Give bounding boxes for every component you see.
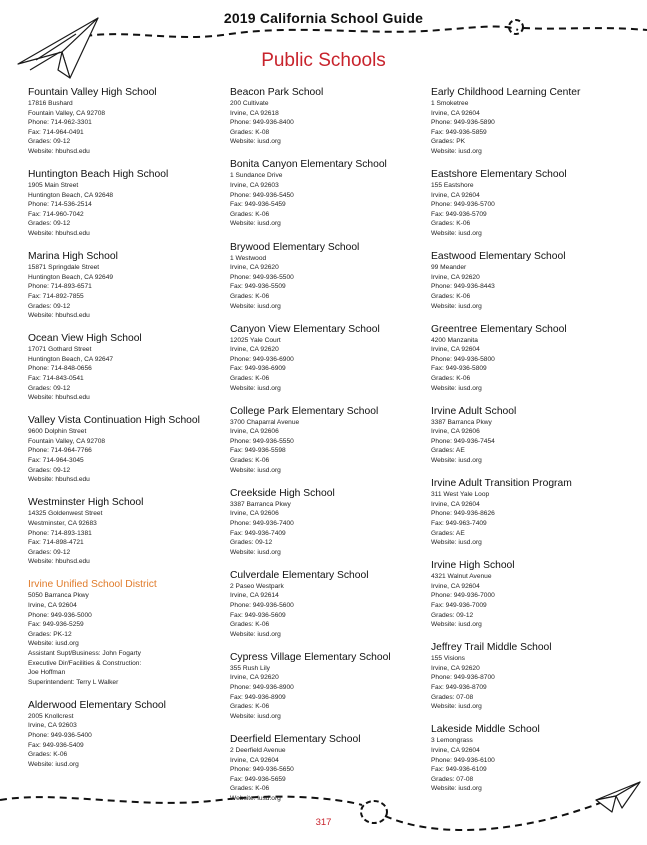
- school-detail-line: Irvine, CA 92606: [431, 428, 480, 436]
- school-detail-line: Fax: 949-936-5459: [230, 201, 286, 209]
- school-detail-line: Irvine, CA 92604: [28, 601, 77, 609]
- school-detail-line: Grades: K-06: [431, 220, 471, 228]
- school-detail-line: Phone: 949-936-5700: [431, 201, 495, 209]
- school-detail-line: Assistant Supt/Business: John Fogarty: [28, 649, 141, 657]
- school-detail-line: 155 Visions: [431, 655, 465, 663]
- school-detail-line: Website: iusd.org: [230, 138, 281, 146]
- school-detail-line: 4200 Manzanita: [431, 336, 478, 344]
- school-detail-line: Grades: K-06: [431, 374, 471, 382]
- school-detail-line: Phone: 714-848-0656: [28, 365, 92, 373]
- school-detail-line: Fax: 949-936-7009: [431, 601, 487, 609]
- school-name: Bonita Canyon Elementary School: [230, 159, 387, 171]
- school-detail-line: Fax: 949-936-5859: [431, 128, 487, 136]
- school-detail-line: Grades: 09-12: [431, 611, 474, 619]
- school-detail-line: Grades: 09-12: [28, 548, 71, 556]
- school-detail-line: 155 Eastshore: [431, 182, 474, 190]
- school-detail-line: 2 Deerfield Avenue: [230, 746, 286, 754]
- school-name: Beacon Park School: [230, 87, 324, 98]
- school-detail-line: Website: iusd.org: [230, 712, 281, 720]
- school-detail-line: 2 Paseo Westpark: [230, 582, 284, 590]
- school-detail-line: Grades: K-06: [230, 703, 270, 711]
- school-entry: [28, 496, 233, 567]
- school-detail-line: Fax: 714-964-0491: [28, 128, 84, 136]
- school-detail-line: Fax: 949-936-5509: [230, 283, 286, 291]
- school-entry: [28, 332, 233, 403]
- school-detail-line: Phone: 949-936-5400: [28, 732, 92, 739]
- school-entry: [28, 168, 233, 239]
- school-detail-line: Irvine, CA 92604: [431, 191, 480, 199]
- school-name: Creekside High School: [230, 487, 335, 499]
- school-detail-line: Website: iusd.org: [230, 220, 281, 228]
- school-detail-line: Irvine, CA 92604: [431, 582, 480, 590]
- school-entry: [230, 487, 435, 558]
- page-number: 317: [315, 817, 332, 828]
- school-entry: [431, 723, 636, 794]
- school-entry: [431, 168, 636, 239]
- school-detail-line: Grades: PK-12: [28, 630, 72, 638]
- school-detail-line: Irvine, CA 92604: [431, 346, 480, 354]
- school-entry: [230, 405, 435, 476]
- school-name: Marina High School: [28, 251, 118, 263]
- school-detail-line: Fax: 714-964-3045: [28, 457, 84, 465]
- school-column-1: [28, 86, 233, 781]
- school-detail-line: Fax: 949-936-5659: [230, 775, 286, 783]
- school-detail-line: Website: hbuhsd.edu: [28, 147, 90, 155]
- school-detail-line: Fax: 714-960-7042: [28, 210, 84, 218]
- school-detail-line: 1905 Main Street: [28, 182, 79, 190]
- school-detail-line: Phone: 949-936-8443: [431, 283, 495, 291]
- school-detail-line: Huntington Beach, CA 92649: [28, 273, 114, 281]
- school-detail-line: Irvine, CA 92603: [230, 182, 279, 190]
- school-detail-line: Website: iusd.org: [230, 794, 281, 802]
- school-detail-line: Grades: K-06: [230, 374, 270, 382]
- school-detail-line: 1 Smoketree: [431, 100, 469, 107]
- school-detail-line: Website: iusd.org: [28, 640, 79, 648]
- school-name: Canyon View Elementary School: [230, 323, 380, 335]
- school-detail-line: Phone: 714-536-2514: [28, 201, 92, 209]
- school-detail-line: Phone: 949-936-5550: [230, 437, 294, 445]
- school-detail-line: 1 Westwood: [230, 254, 267, 262]
- school-detail-line: Website: iusd.org: [230, 384, 281, 392]
- school-name: College Park Elementary School: [230, 405, 379, 417]
- school-detail-line: 15871 Springdale Street: [28, 264, 100, 272]
- school-detail-line: Fax: 949-936-6109: [431, 766, 487, 774]
- school-detail-line: Phone: 949-936-7454: [431, 437, 495, 445]
- school-detail-line: Phone: 949-936-8626: [431, 510, 495, 518]
- school-detail-line: Fountain Valley, CA 92708: [28, 437, 106, 445]
- school-detail-line: 1 Sundance Drive: [230, 172, 283, 180]
- school-entry: [28, 699, 233, 770]
- school-detail-line: 9600 Dolphin Street: [28, 428, 87, 436]
- school-detail-line: Phone: 949-936-8700: [431, 674, 495, 682]
- school-detail-line: Phone: 949-936-5890: [431, 119, 495, 127]
- school-detail-line: Phone: 949-936-7000: [431, 592, 495, 600]
- school-entry: [431, 323, 636, 394]
- school-name: Lakeside Middle School: [431, 724, 540, 736]
- school-column-3: [431, 86, 636, 805]
- school-detail-line: Website: iusd.org: [431, 302, 482, 310]
- school-detail-line: Grades: K-06: [230, 621, 270, 629]
- section-title: Public Schools: [261, 50, 386, 71]
- school-detail-line: Phone: 714-962-3301: [28, 119, 92, 127]
- school-entry: [431, 559, 636, 630]
- school-detail-line: Irvine, CA 92603: [28, 722, 77, 730]
- school-detail-line: Fax: 949-936-5809: [431, 365, 487, 373]
- school-detail-line: Fax: 949-936-8909: [230, 693, 286, 701]
- school-detail-line: 3700 Chaparral Avenue: [230, 418, 300, 426]
- school-entry: [28, 86, 233, 157]
- school-detail-line: Westminster, CA 92683: [28, 519, 97, 527]
- school-detail-line: 17816 Bushard: [28, 100, 73, 107]
- school-entry: [431, 641, 636, 712]
- school-detail-line: 99 Meander: [431, 264, 467, 272]
- school-detail-line: Phone: 949-936-6900: [230, 355, 294, 363]
- school-detail-line: Website: iusd.org: [431, 703, 482, 711]
- school-detail-line: Irvine, CA 92620: [230, 346, 279, 354]
- school-detail-line: Irvine, CA 92618: [230, 109, 279, 117]
- school-detail-line: Phone: 949-936-6100: [431, 756, 495, 764]
- school-detail-line: Phone: 714-893-6571: [28, 283, 92, 291]
- school-detail-line: Grades: AE: [431, 529, 465, 537]
- school-name: Ocean View High School: [28, 333, 142, 345]
- school-detail-line: Grades: 09-12: [28, 220, 71, 228]
- school-detail-line: Website: iusd.org: [28, 760, 79, 768]
- school-detail-line: Irvine, CA 92604: [230, 756, 279, 764]
- school-detail-line: Huntington Beach, CA 92648: [28, 191, 114, 199]
- school-detail-line: Irvine, CA 92614: [230, 592, 279, 600]
- school-detail-line: Website: iusd.org: [230, 630, 281, 638]
- school-detail-line: Phone: 714-893-1381: [28, 529, 92, 537]
- school-detail-line: 4321 Walnut Avenue: [431, 573, 492, 581]
- school-detail-line: Website: iusd.org: [230, 548, 281, 556]
- school-detail-line: Grades: K-06: [230, 210, 270, 218]
- school-detail-line: Phone: 714-964-7766: [28, 447, 92, 455]
- school-detail-line: Grades: 09-12: [28, 138, 71, 146]
- school-name: Irvine High School: [431, 560, 515, 572]
- school-detail-line: Phone: 949-936-5450: [230, 191, 294, 199]
- school-name: Early Childhood Learning Center: [431, 87, 581, 98]
- school-detail-line: Grades: 07-08: [431, 775, 474, 783]
- school-detail-line: Website: hbuhsd.edu: [28, 558, 90, 566]
- school-detail-line: 5050 Barranca Pkwy: [28, 592, 89, 600]
- school-name: Culverdale Elementary School: [230, 569, 369, 581]
- school-name: Fountain Valley High School: [28, 87, 157, 98]
- school-entry: [230, 733, 435, 804]
- school-detail-line: 3387 Barranca Pkwy: [431, 418, 492, 426]
- school-name: Huntington Beach High School: [28, 169, 169, 181]
- school-detail-line: Grades: K-06: [230, 785, 270, 793]
- school-detail-line: 311 West Yale Loop: [431, 491, 490, 499]
- school-entry: [230, 158, 435, 229]
- school-name: Deerfield Elementary School: [230, 733, 361, 745]
- school-detail-line: Irvine, CA 92606: [230, 510, 279, 518]
- school-detail-line: Website: iusd.org: [230, 302, 281, 310]
- school-detail-line: 3 Lemongrass: [431, 737, 473, 745]
- school-detail-line: Irvine, CA 92606: [230, 428, 279, 436]
- school-detail-line: 3387 Barranca Pkwy: [230, 500, 291, 508]
- school-detail-line: Grades: 07-08: [431, 693, 474, 701]
- school-detail-line: Website: iusd.org: [431, 384, 482, 392]
- district-name: Irvine Unified School District: [28, 579, 157, 591]
- school-detail-line: Grades: K-08: [230, 128, 270, 136]
- school-detail-line: Grades: K-06: [28, 751, 68, 759]
- school-detail-line: Fax: 949-936-5259: [28, 621, 84, 629]
- school-entry: [230, 569, 435, 640]
- school-detail-line: Fax: 949-936-5598: [230, 447, 286, 455]
- school-detail-line: Grades: 09-12: [230, 539, 273, 547]
- school-detail-line: Irvine, CA 92620: [230, 674, 279, 682]
- school-detail-line: Superintendent: Terry L Walker: [28, 678, 119, 686]
- school-name: Irvine Adult School: [431, 405, 517, 417]
- school-entry: [28, 414, 233, 485]
- school-detail-line: Irvine, CA 92604: [431, 109, 480, 117]
- school-entry: [230, 323, 435, 394]
- school-entry: [230, 241, 435, 312]
- school-detail-line: Website: iusd.org: [431, 147, 482, 155]
- school-detail-line: Grades: K-06: [230, 292, 270, 300]
- school-detail-line: Website: iusd.org: [431, 457, 482, 465]
- school-entry: [431, 250, 636, 311]
- school-detail-line: Fax: 714-843-0541: [28, 374, 84, 382]
- guide-title: 2019 California School Guide: [223, 10, 424, 26]
- school-detail-line: Phone: 949-936-5800: [431, 355, 495, 363]
- school-detail-line: Phone: 949-936-5000: [28, 611, 92, 619]
- school-detail-line: Website: iusd.org: [431, 785, 482, 793]
- school-entry: [230, 651, 435, 722]
- school-entry: [28, 250, 233, 321]
- school-detail-line: 14325 Goldenwest Street: [28, 510, 103, 518]
- school-name: Greentree Elementary School: [431, 323, 567, 335]
- school-detail-line: Website: hbuhsd.edu: [28, 312, 90, 320]
- school-detail-line: Fax: 949-963-7409: [431, 519, 487, 527]
- school-detail-line: Huntington Beach, CA 92647: [28, 355, 114, 363]
- school-detail-line: 2005 Knollcrest: [28, 712, 74, 720]
- school-detail-line: 355 Rush Lily: [230, 664, 270, 672]
- school-detail-line: Grades: PK: [431, 138, 466, 146]
- school-detail-line: Website: iusd.org: [431, 621, 482, 629]
- school-detail-line: Website: hbuhsd.edu: [28, 394, 90, 402]
- school-name: Jeffrey Trail Middle School: [431, 642, 552, 654]
- school-detail-line: Website: hbuhsd.edu: [28, 476, 90, 484]
- school-detail-line: Website: iusd.org: [431, 230, 482, 238]
- school-detail-line: Grades: 09-12: [28, 466, 71, 474]
- school-name: Westminster High School: [28, 497, 144, 509]
- school-detail-line: Phone: 949-936-5650: [230, 766, 294, 774]
- school-detail-line: Executive Dir/Facilities & Construction:: [28, 659, 142, 667]
- school-detail-line: Fax: 949-936-5609: [230, 611, 286, 619]
- school-detail-line: Grades: K-06: [431, 292, 471, 300]
- school-detail-line: Fax: 714-892-7855: [28, 292, 84, 300]
- school-detail-line: Grades: AE: [431, 447, 465, 455]
- school-detail-line: Irvine, CA 92620: [431, 664, 480, 672]
- school-name: Irvine Adult Transition Program: [431, 478, 572, 490]
- school-column-2: [230, 86, 435, 815]
- school-detail-line: 17071 Gothard Street: [28, 346, 92, 354]
- school-name: Valley Vista Continuation High School: [28, 415, 200, 427]
- school-detail-line: Fax: 949-936-7409: [230, 529, 286, 537]
- school-detail-line: Joe Hoffman: [28, 669, 66, 677]
- school-detail-line: Fax: 949-936-5709: [431, 210, 487, 218]
- school-entry: [230, 86, 435, 147]
- school-name: Alderwood Elementary School: [28, 699, 166, 711]
- school-detail-line: 12025 Yale Court: [230, 336, 281, 344]
- school-detail-line: Grades: K-06: [230, 457, 270, 465]
- school-detail-line: Irvine, CA 92604: [431, 746, 480, 754]
- school-detail-line: Website: hbuhsd.edu: [28, 230, 90, 238]
- school-detail-line: Phone: 949-936-8900: [230, 684, 294, 692]
- school-detail-line: Phone: 949-936-7400: [230, 519, 294, 527]
- school-detail-line: Fax: 949-936-5409: [28, 741, 84, 749]
- district-entry: [28, 578, 233, 687]
- school-detail-line: Fax: 714-898-4721: [28, 539, 84, 547]
- school-entry: [431, 86, 636, 157]
- school-name: Brywood Elementary School: [230, 241, 360, 253]
- school-detail-line: Irvine, CA 92620: [431, 273, 480, 281]
- school-detail-line: Website: iusd.org: [431, 539, 482, 547]
- school-detail-line: Irvine, CA 92620: [230, 264, 279, 272]
- school-detail-line: Phone: 949-936-5600: [230, 601, 294, 609]
- school-detail-line: Grades: 09-12: [28, 384, 71, 392]
- school-detail-line: Grades: 09-12: [28, 302, 71, 310]
- school-detail-line: Fax: 949-936-6909: [230, 365, 286, 373]
- school-name: Cypress Village Elementary School: [230, 651, 391, 663]
- school-entry: [431, 477, 636, 548]
- school-detail-line: Irvine, CA 92604: [431, 500, 480, 508]
- school-detail-line: Fax: 949-936-8709: [431, 684, 487, 692]
- school-name: Eastshore Elementary School: [431, 169, 567, 181]
- school-detail-line: Phone: 949-936-5500: [230, 273, 294, 281]
- school-detail-line: 200 Cultivate: [230, 100, 269, 107]
- school-detail-line: Website: iusd.org: [230, 466, 281, 474]
- school-name: Eastwood Elementary School: [431, 251, 566, 263]
- school-detail-line: Fountain Valley, CA 92708: [28, 109, 106, 117]
- school-detail-line: Phone: 949-936-8400: [230, 119, 294, 127]
- school-entry: [431, 405, 636, 466]
